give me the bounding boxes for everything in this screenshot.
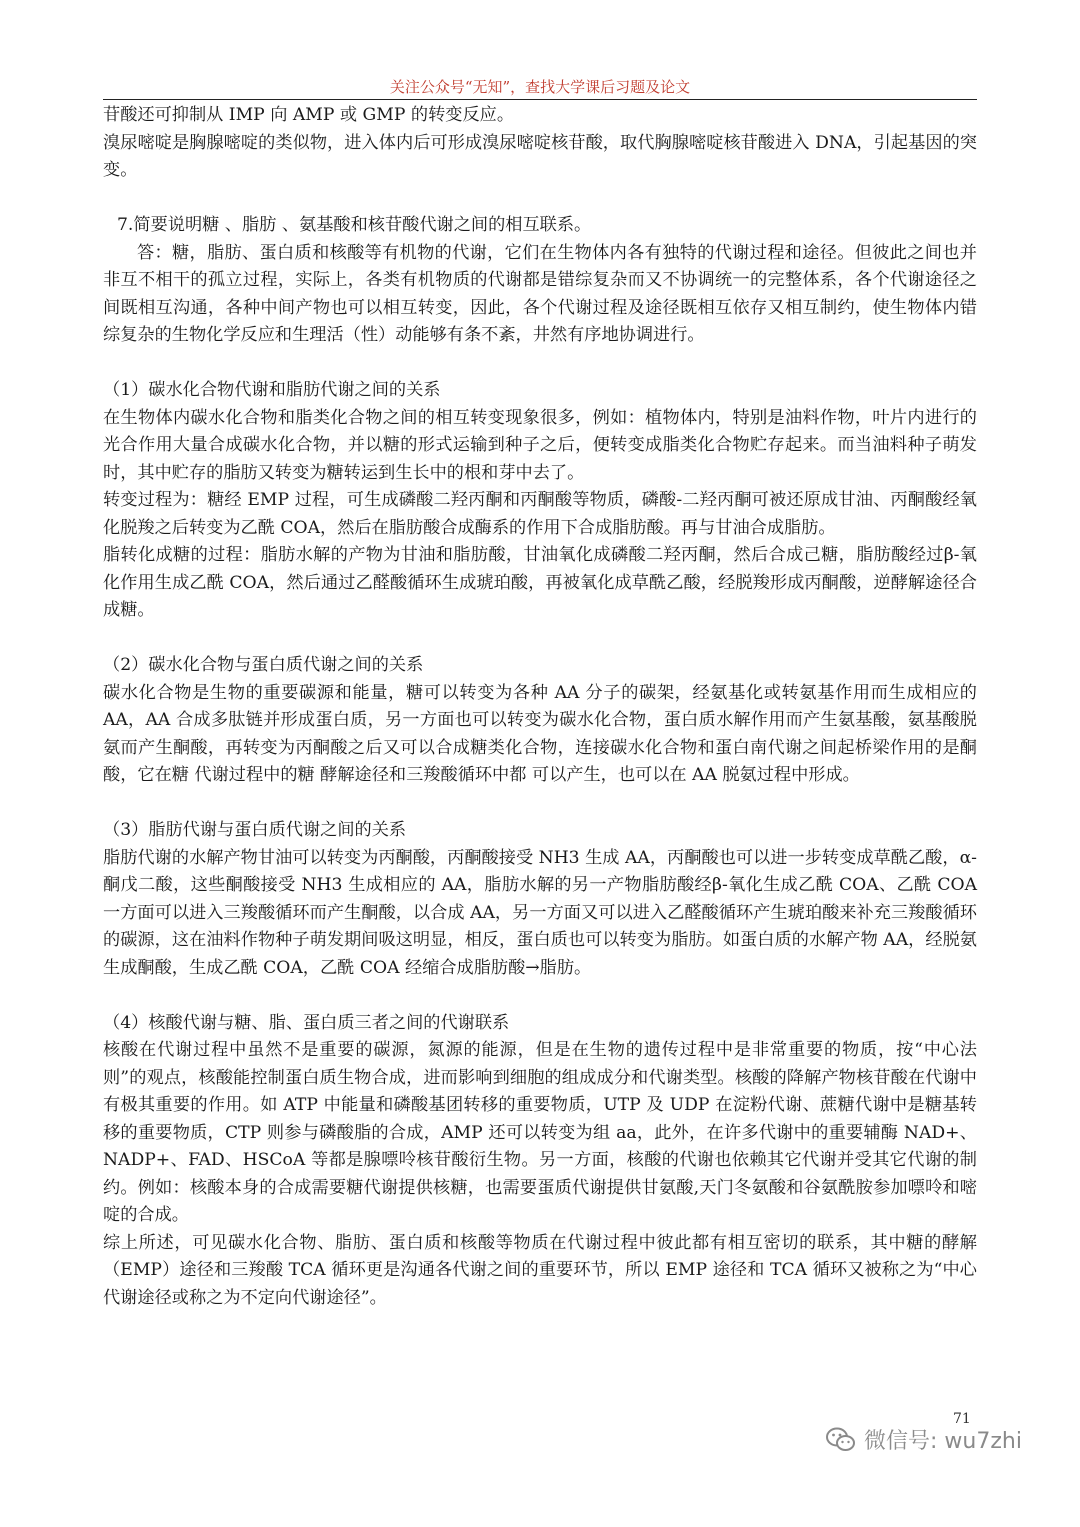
answer-paragraph: 答：糖，脂肪、蛋白质和核酸等有机物的代谢，它们在生物体内各有独特的代谢过程和途径。但彼此之间也并非互不相干的孤立过程，实际上，各类有机物质的代谢都是错综复杂而又不协调统一的完整体系，各个代谢途径之间既相互沟通，各种中间产物也可以相互转变，因此，各个代谢过程及途径既相互依存又相互制约，使生物体内错综复杂的生物化学反应和生理活（性）动能够有条不紊，井然有序地协调进行。 bbox=[103, 242, 977, 345]
paragraph: 碳水化合物是生物的重要碳源和能量，糖可以转变为各种 AA 分子的碳架，经氨基化或转氨基作用而生成相应的 AA，AA 合成多肽链并形成蛋白质，另一方面也可以转变为碳水化合物，蛋白质水解作用而产生氨基酸，氨基酸脱氨而产生酮酸，再转变为丙酮酸之后又可以合成糖类化合物，连接碳水化合物和蛋白南代谢之间起桥梁作用的是酮酸，它在糖 代谢过程中的糖 酵解途径和三羧酸循环中都 可以产生，也可以在 AA 脱氨过程中形成。 bbox=[103, 682, 977, 785]
paragraph: 核酸在代谢过程中虽然不是重要的碳源，氮源的能源，但是在生物的遗传过程中是非常重要的物质，按“中心法则”的观点，核酸能控制蛋白质生物合成，进而影响到细胞的组成成分和代谢类型。核酸的降解产物核苷酸在代谢中有极其重要的作用。如 ATP 中能量和磷酸基团转移的重要物质，UTP 及 UDP 在淀粉代谢、蔗糖代谢中是糖基转移的重要物质，CTP 则参与磷酸脂的合成，AMP 还可以转变为组 aa，此外，在许多代谢中的重要辅酶 NAD+、NADP+、FAD、HSCoA 等都是腺嘌呤核苷酸衍生物。另一方面，核酸的代谢也依赖其它代谢并受其它代谢的制约。例如：核酸本身的合成需要糖代谢提供核糖，也需要蛋质代谢提供甘氨酸,天门冬氨酸和谷氨酰胺参加嘌呤和嘧啶的合成。 bbox=[103, 1040, 977, 1225]
paragraph: 苷酸还可抑制从 IMP 向 AMP 或 GMP 的转变反应。 bbox=[103, 105, 515, 125]
paragraph: 溴尿嘧啶是胸腺嘧啶的类似物，进入体内后可形成溴尿嘧啶核苷酸，取代胸腺嘧啶核苷酸进入 DNA，引起基因的突变。 bbox=[103, 132, 977, 180]
paragraph: 脂肪代谢的水解产物甘油可以转变为丙酮酸，丙酮酸接受 NH3 生成 AA，丙酮酸也可以进一步转变成草酰乙酸，α-酮戊二酸，这些酮酸接受 NH3 生成相应的 AA，脂肪水解的另一产物脂肪酸经β-氧化生成乙酰 COA、乙酰 COA 一方面可以进入三羧酸循环而产生酮酸，以合成 AA，另一方面又可以进入乙醛酸循环产生琥珀酸来补充三羧酸循环的碳源，这在油料作物种子萌发期间吸这明显，相反，蛋白质也可以转变为脂肪。如蛋白质的水解产物 AA，经脱氨生成酮酸，生成乙酰 COA，乙酰 COA 经缩合成脂肪酸→脂肪。 bbox=[103, 847, 977, 978]
section-heading: （4）核酸代谢与糖、脂、蛋白质三者之间的代谢联系 bbox=[103, 1012, 510, 1033]
question-heading: 7.简要说明糖 、脂肪 、氨基酸和核苷酸代谢之间的相互联系。 bbox=[117, 215, 592, 235]
paragraph: 脂转化成糖的过程：脂肪水解的产物为甘油和脂肪酸，甘油氧化成磷酸二羟丙酮，然后合成己糖，脂肪酸经过β-氧化作用生成乙酰 COA，然后通过乙醛酸循环生成琥珀酸，再被氧化成草酰乙酸，经脱羧形成丙酮酸，逆酵解途径合成糖。 bbox=[103, 545, 977, 620]
page-number: 71 bbox=[953, 1411, 971, 1427]
paragraph: 在生物体内碳水化合物和脂类化合物之间的相互转变现象很多，例如：植物体内，特别是油料作物，叶片内进行的光合作用大量合成碳水化合物，并以糖的形式运输到种子之后，便转变成脂类化合物贮存起来。而当油料种子萌发时，其中贮存的脂肪又转变为糖转运到生长中的根和芽中去了。 bbox=[103, 407, 977, 483]
section-heading: （3）脂肪代谢与蛋白质代谢之间的关系 bbox=[103, 820, 407, 840]
wechat-icon bbox=[826, 1427, 856, 1453]
header-banner: 关注公众号“无知”，查找大学课后习题及论文 bbox=[389, 78, 691, 96]
watermark-text: 微信号: wu7zhi bbox=[864, 1429, 1022, 1454]
section-heading: （2）碳水化合物与蛋白质代谢之间的关系 bbox=[103, 655, 424, 675]
watermark bbox=[826, 1424, 1022, 1455]
section-heading: （1）碳水化合物代谢和脂肪代谢之间的关系 bbox=[103, 380, 441, 400]
document-body bbox=[103, 102, 977, 1312]
paragraph: 转变过程为：糖经 EMP 过程，可生成磷酸二羟丙酮和丙酮酸等物质，磷酸-二羟丙酮可被还原成甘油、丙酮酸经氧化脱羧之后转变为乙酰 COA，然后在脂肪酸合成酶系的作用下合成脂肪酸。再与甘油合成脂肪。 bbox=[103, 490, 977, 538]
summary-paragraph: 综上所述，可见碳水化合物、脂肪、蛋白质和核酸等物质在代谢过程中彼此都有相互密切的联系，其中糖的酵解（EMP）途径和三羧酸 TCA 循环更是沟通各代谢之间的重要环节，所以 EMP 途径和 TCA 循环又被称之为“中心代谢途径或称之为不定向代谢途径”。 bbox=[103, 1232, 977, 1308]
header-divider bbox=[103, 99, 977, 100]
